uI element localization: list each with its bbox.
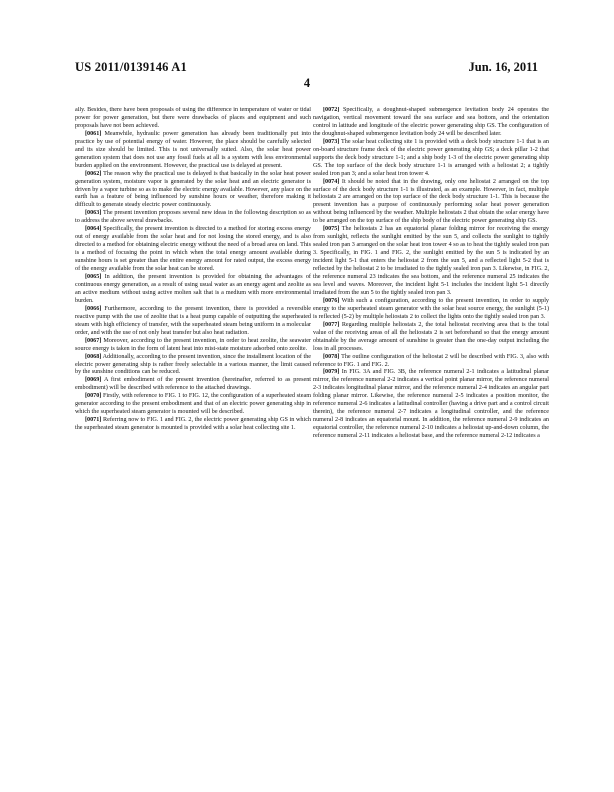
paragraph-number: [0061] — [85, 130, 102, 137]
paragraph-number: [0065] — [85, 274, 102, 281]
paragraph — [313, 369, 549, 441]
paragraph — [313, 322, 549, 354]
publication-number: US 2011/0139146 A1 — [75, 60, 187, 74]
paragraph — [313, 179, 549, 227]
paragraph-text: Meanwhile, hydraulic power generation has already been traditionally put into practice by use of potential energy of water. However, the place should be carefully selected and its size should be limited. This is not universally suited. Also, the solar heat power generation system that does not use any fossil fuels at all is a system with less environmental burden applied on the environment. However, the practical use is delayed at present. — [75, 130, 311, 169]
paragraph-text: Specifically, a doughnut-shaped submergence levitation body 24 operates the navigation, vertical movement toward the sea surface and sea bottom, and the orientation control in latitude and longitude of the electric power generating ship GS. The configuration of the doughnut-shaped submergence levitation body 24 will be described later. — [313, 107, 549, 137]
left-column — [75, 107, 311, 767]
paragraph-number: [0067] — [85, 337, 102, 344]
paragraph-number: [0077] — [323, 321, 340, 328]
paragraph-text: A first embodiment of the present invention (hereinafter, referred to as present embodiment) will be described with reference to the attached drawings. — [75, 377, 311, 392]
paragraph — [75, 131, 311, 171]
paragraph-number: [0076] — [323, 297, 340, 304]
paragraph — [75, 417, 311, 433]
page-number: 4 — [303, 76, 311, 90]
paragraph-text: With such a configuration, according to the present invention, in order to supply energy to the superheated steam generator with the solar heat source energy, the sunlight (5-1) is reflected (5-2) by multiple heliostats 2 to collect the lights onto the tightly sealed iron pan 3. — [313, 297, 549, 320]
paragraph-number: [0078] — [323, 353, 340, 360]
paragraph-number: [0064] — [85, 226, 102, 233]
paragraph — [313, 107, 549, 139]
paragraph — [313, 226, 549, 298]
paragraph-text: Additionally, according to the present invention, since the installment location of the electric power generating ship is rather freely selectable in a various manner, the limit caused by the sunshine conditions can be reduced. — [75, 353, 311, 376]
right-column — [313, 107, 549, 767]
paragraph-text: The heliostats 2 has an equatorial planar folding mirror for receiving the energy from sunlight, reflects the sunlight emitted by the sun 5, and collects the sunlight to tightly sealed iron pan 3 arranged on the solar heat iron tower 4 so as to heat the tightly sealed iron pan 3. Specifically, in FIG. 1 and FIG. 2, the sunlight emitted by the sun 5 is indicated by an incident light 5-1 that enters the heliostat 2 from the sun 5, and a reflected light 5-2 that is reflected by the heliostat 2 to be irradiated to the tightly sealed iron pan 3. Likewise, in FIG. 2, the reference numeral 23 indicates the sea bottom, and the reference numeral 25 indicates the sea level and waves. Moreover, the incident light 5-1 includes the incident light 5-1 directly irradiated from the sun 5 to the tightly sealed iron pan 3. — [313, 226, 549, 296]
paragraph-text: It should be noted that in the drawing, only one heliostat 2 arranged on the top surface of the deck body structure 1-1 is illustrated, as an example. However, in fact, multiple heliostats 2 are arranged on the top surface of the deck body structure 1-1. This is because the present invention has a purpose of continuously performing solar heat power generation without being influenced by the weather. Multiple heliostats 2 that obtain the solar energy have to be arranged on the top surface of the ship body of the electric power generating ship GS. — [313, 178, 549, 225]
paragraph — [75, 210, 311, 226]
paragraph — [75, 107, 311, 131]
paragraph-number: [0068] — [85, 353, 102, 360]
paragraph-number: [0071] — [85, 417, 102, 424]
paragraph-text: Regarding multiple heliostats 2, the total heliostat receiving area that is the total value of the receiving areas of all the heliostats 2 is set beforehand so that the energy amount obtainable by the average amount of sunshine is greater than the one-day output including the loss in all processes. — [313, 321, 549, 352]
paragraph-number: [0073] — [323, 138, 340, 145]
paragraph — [75, 274, 311, 306]
paragraph — [75, 226, 311, 274]
paragraph-number: [0074] — [323, 178, 340, 185]
paragraph-number: [0069] — [85, 377, 102, 384]
paragraph-text: In addition, the present invention is provided for obtaining the advantages of continuous energy generation, as a result of using usual water as an energy agent and zeolite as an active medium without using active molten salt that is a medium with more environmental burden. — [75, 274, 311, 304]
paragraph-text: Furthermore, according to the present invention, there is provided a reversible reactive pump with the use of zeolite that is a heat pump capable of outputting the superheated steam with high efficiency of transfer, with the superheated steam being uniform in a molecular order, and with the use of not only heat transfer but also heat radiation. — [75, 305, 311, 336]
paragraph-text: The reason why the practical use is delayed is that basically in the solar heat power generation system, moisture vapor is generated by the solar heat and an electric generator is driven by a vapor turbine so as to make the electric energy available. However, any place on the earth has a feature of being influenced by sunshine hours or weather, therefore making it difficult to generate steady electric power continuously. — [75, 170, 311, 209]
paragraph-number: [0063] — [85, 210, 102, 217]
paragraph-text: Referring now to FIG. 1 and FIG. 2, the electric power generating ship GS in which the superheated steam generator is mounted is provided with a solar heat collecting site 1. — [75, 417, 311, 432]
paragraph — [313, 298, 549, 322]
paragraph — [75, 306, 311, 338]
paragraph-number: [0066] — [85, 305, 102, 312]
paragraph — [75, 393, 311, 417]
paragraph — [75, 171, 311, 211]
paragraph-text: ally. Besides, there have been proposals of using the difference in temperature of water or tidal power for power generation, but there were drawbacks of places and equipment and such proposals have not been achieved. — [75, 107, 311, 129]
paragraph-text: The outline configuration of the heliostat 2 will be described with FIG. 3, also with reference to FIG. 1 and FIG. 2. — [313, 353, 549, 368]
paragraph — [75, 338, 311, 354]
paragraph — [75, 354, 311, 378]
paragraph-number: [0062] — [85, 170, 102, 177]
paragraph-number: [0070] — [85, 393, 102, 400]
paragraph-number: [0072] — [323, 107, 340, 113]
paragraph-text: The solar heat collecting site 1 is provided with a deck body structure 1-1 that is an on-board structure frame deck of the electric power generating ship GS; a deck pillar 1-2 that supports the deck body structure 1-1; and a ship body 1-3 of the electric power generating ship GS. The top surface of the deck body structure 1-1 is arranged with a heliostat 2; a tightly sealed iron pan 3; and a solar heat iron tower 4. — [313, 138, 549, 177]
paragraph-text: In FIG. 3A and FIG. 3B, the reference numeral 2-1 indicates a latitudinal planar mirror, the reference numeral 2-2 indicates a vertical point planar mirror, the reference numeral 2-3 indicates longitudinal planar mirror, and the reference numeral 2-4 indicates an angular part folding planar mirror. Likewise, the reference numeral 2-5 indicates a position monitor, the reference numeral 2-6 indicates a latitudinal controller (having a drive part and a control circuit therein), the reference numeral 2-7 indicates a longitudinal controller, and the reference numeral 2-8 indicates an equatorial mount. In addition, the reference numeral 2-9 indicates an equatorial controller, the reference numeral 2-10 indicates a heliostat up-and-down column, the reference numeral 2-11 indicates a heliostat base, and the reference numeral 2-12 indicates a — [313, 369, 549, 440]
paragraph-text: Firstly, with reference to FIG. 1 to FIG. 12, the configuration of a superheated steam generator according to the present embodiment and that of an electric power generating ship in which the superheated steam generator is mounted will be described. — [75, 393, 311, 416]
paragraph-text: Specifically, the present invention is directed to a method for storing excess energy out of energy available from the solar heat and for not losing the stored energy, and is also directed to a method for obtaining electric energy without the need of a broad area on land. This is a method of focusing the point in which when the total energy amount available during sunshine hours is set greater than the entire energy amount for rated output, the excess energy of the energy available from the solar heat can be stored. — [75, 226, 311, 273]
paragraph — [313, 354, 549, 370]
publication-date: Jun. 16, 2011 — [468, 60, 538, 74]
paragraph — [75, 377, 311, 393]
paragraph-text: Moreover, according to the present invention, in order to heat zeolite, the seawater source energy is taken in the form of latent heat into mist-state moisture adsorbed onto zeolite. — [75, 337, 311, 352]
paragraph-text: The present invention proposes several new ideas in the following description so as to address the above several drawbacks. — [75, 210, 311, 225]
paragraph-number: [0075] — [323, 226, 340, 233]
paragraph-number: [0079] — [323, 369, 340, 376]
paragraph — [313, 139, 549, 179]
